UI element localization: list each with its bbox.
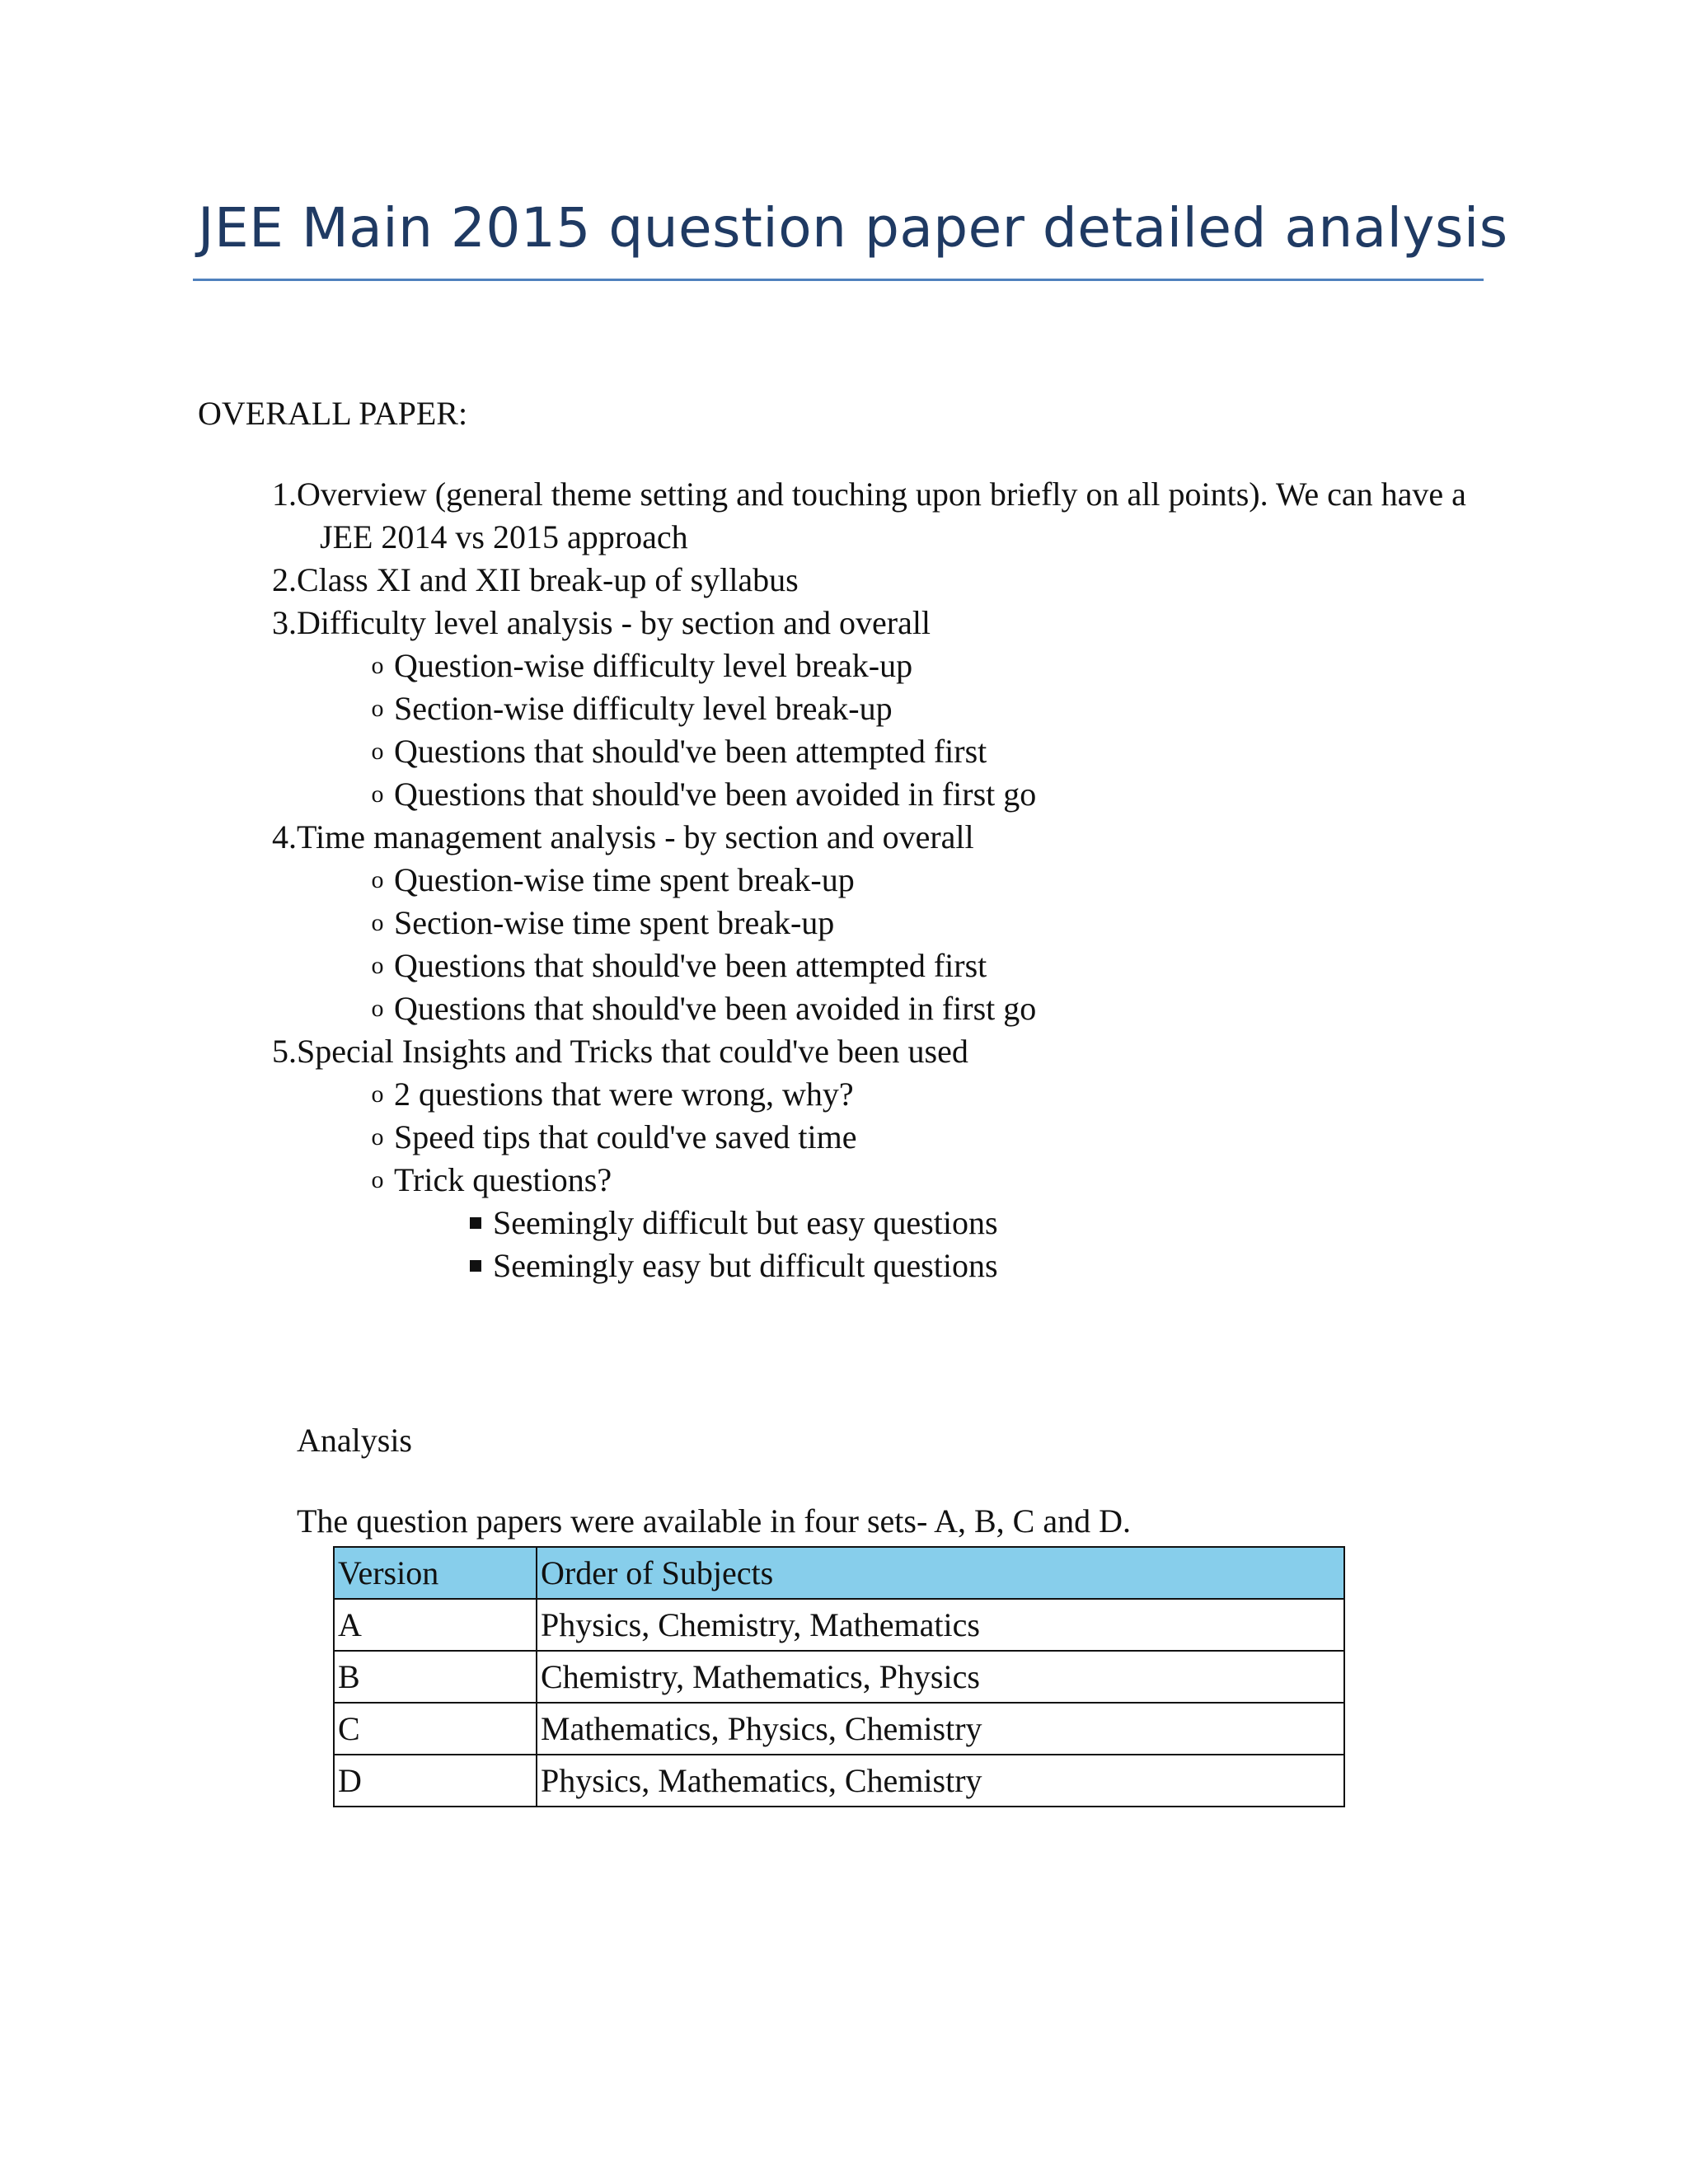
sub-list-item-text: Trick questions? bbox=[394, 1161, 612, 1198]
table-row bbox=[334, 1599, 1344, 1651]
list-item-text: Time management analysis - by section and overall bbox=[297, 818, 974, 855]
table-cell-version: B bbox=[334, 1651, 537, 1703]
list-item-number: 5. bbox=[272, 1033, 297, 1070]
table-cell-order: Physics, Chemistry, Mathematics bbox=[537, 1599, 1344, 1651]
section-heading: OVERALL PAPER: bbox=[198, 395, 468, 432]
hollow-bullet-icon: o bbox=[371, 952, 384, 979]
sub-list-item-text: Section-wise difficulty level break-up bbox=[394, 690, 893, 727]
hollow-bullet-icon: o bbox=[371, 909, 384, 936]
table-header-row bbox=[334, 1547, 1344, 1599]
hollow-bullet-icon: o bbox=[371, 1123, 384, 1151]
list-item-text: Overview (general theme setting and touching upon briefly on all points). We can have a bbox=[297, 476, 1466, 513]
table-row bbox=[334, 1703, 1344, 1755]
sub-list-item-text: Questions that should've been attempted first bbox=[394, 733, 987, 770]
table-row bbox=[334, 1651, 1344, 1703]
table-cell-order: Mathematics, Physics, Chemistry bbox=[537, 1703, 1344, 1755]
square-bullet-icon bbox=[470, 1217, 481, 1229]
list-item-text: Special Insights and Tricks that could've been used bbox=[297, 1033, 968, 1070]
table-cell-order: Physics, Mathematics, Chemistry bbox=[537, 1755, 1344, 1807]
list-item-number: 3. bbox=[272, 604, 297, 641]
table-cell-version: C bbox=[334, 1703, 537, 1755]
list-item-text: JEE 2014 vs 2015 approach bbox=[320, 518, 688, 555]
table-row bbox=[334, 1755, 1344, 1807]
hollow-bullet-icon: o bbox=[371, 652, 384, 679]
hollow-bullet-icon: o bbox=[371, 866, 384, 893]
hollow-bullet-icon: o bbox=[371, 1080, 384, 1108]
square-bullet-icon bbox=[470, 1260, 481, 1272]
table-cell-version: A bbox=[334, 1599, 537, 1651]
sub-sub-list-item-text: Seemingly easy but difficult questions bbox=[493, 1247, 998, 1284]
sub-list-item-text: Question-wise difficulty level break-up bbox=[394, 647, 913, 684]
hollow-bullet-icon: o bbox=[371, 780, 384, 808]
list-item-number: 2. bbox=[272, 561, 297, 598]
table-header-order: Order of Subjects bbox=[537, 1547, 1344, 1599]
list-item-number: 4. bbox=[272, 818, 297, 855]
sub-list-item-text: Questions that should've been attempted first bbox=[394, 947, 987, 984]
hollow-bullet-icon: o bbox=[371, 738, 384, 765]
sub-list-item-text: Questions that should've been avoided in first go bbox=[394, 776, 1037, 813]
table-cell-version: D bbox=[334, 1755, 537, 1807]
sub-list-item-text: Questions that should've been avoided in first go bbox=[394, 990, 1037, 1027]
hollow-bullet-icon: o bbox=[371, 695, 384, 722]
sub-sub-list-item-text: Seemingly difficult but easy questions bbox=[493, 1204, 998, 1241]
list-item-text: Class XI and XII break-up of syllabus bbox=[297, 561, 799, 598]
hollow-bullet-icon: o bbox=[371, 1166, 384, 1193]
sub-list-item-text: 2 questions that were wrong, why? bbox=[394, 1076, 854, 1113]
list-item-number: 1. bbox=[272, 476, 297, 513]
table-header-version: Version bbox=[334, 1547, 537, 1599]
sub-list-item-text: Question-wise time spent break-up bbox=[394, 861, 855, 898]
page-title: JEE Main 2015 question paper detailed analysis bbox=[198, 196, 1508, 260]
list-item-text: Difficulty level analysis - by section and overall bbox=[297, 604, 931, 641]
analysis-heading: Analysis bbox=[297, 1422, 412, 1459]
sets-paragraph: The question papers were available in four sets- A, B, C and D. bbox=[297, 1502, 1131, 1540]
sub-list-item-text: Section-wise time spent break-up bbox=[394, 904, 835, 941]
title-underline bbox=[193, 279, 1484, 281]
hollow-bullet-icon: o bbox=[371, 995, 384, 1022]
version-table bbox=[333, 1546, 1345, 1807]
table-cell-order: Chemistry, Mathematics, Physics bbox=[537, 1651, 1344, 1703]
sub-list-item-text: Speed tips that could've saved time bbox=[394, 1118, 857, 1155]
